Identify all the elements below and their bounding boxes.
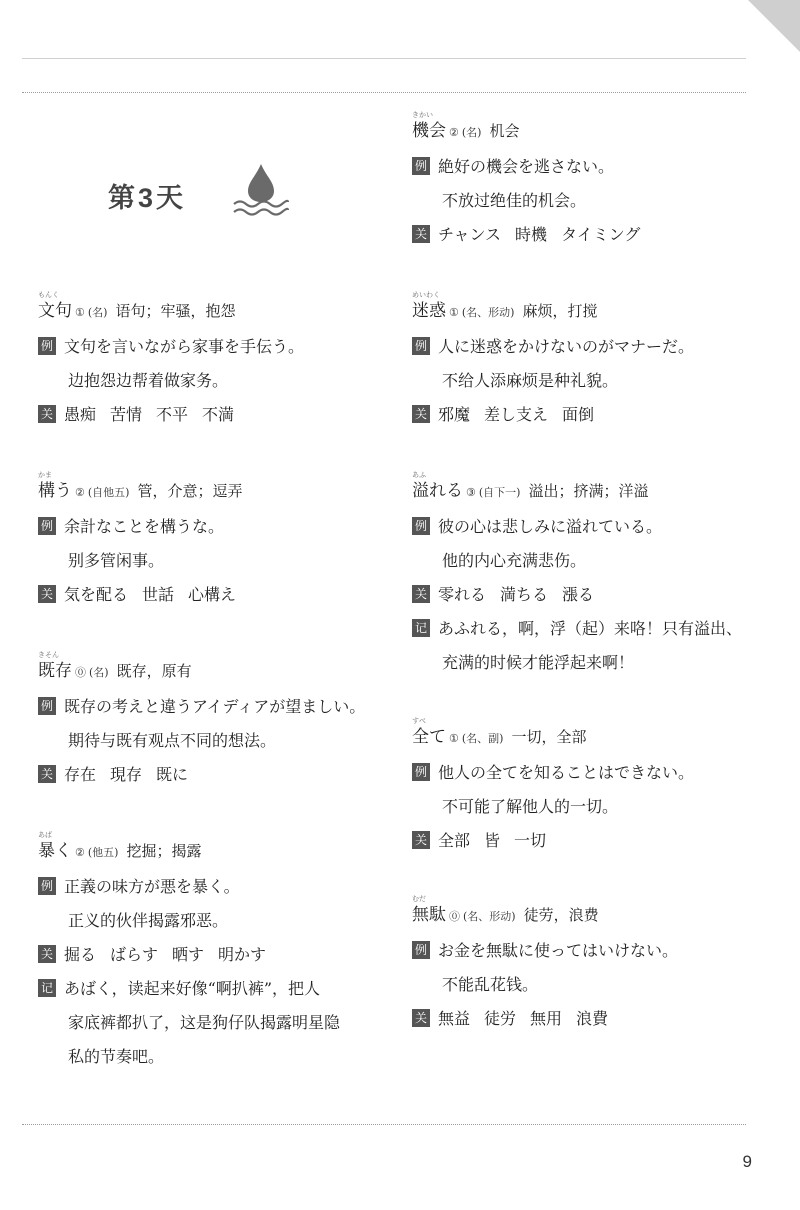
related-word: 徒労	[484, 1009, 517, 1028]
vocab-entry	[412, 895, 679, 1036]
related-word: 世話	[142, 585, 175, 604]
top-dotted-divider	[22, 92, 746, 93]
accent: ②	[75, 486, 85, 499]
example-line	[412, 330, 694, 364]
example-sentence: 既存の考えと違うアイディアが望ましい。	[64, 697, 366, 716]
headword-reading: かま	[38, 471, 52, 479]
translation: 不能乱花钱。	[442, 975, 539, 994]
related-tag: 关	[38, 945, 56, 963]
example-sentence: 正義の味方が悪を暴く。	[64, 877, 240, 896]
translation: 不给人添麻烦是种礼貌。	[442, 371, 619, 390]
example-tag: 例	[412, 157, 430, 175]
headword-reading: めいわく	[412, 291, 440, 299]
related-word: 差し支え	[484, 405, 549, 424]
related-word: 愚痴	[64, 405, 97, 424]
example-tag: 例	[412, 763, 430, 781]
example-tag: 例	[38, 877, 56, 895]
example-sentence: 余計なことを構うな。	[64, 517, 225, 536]
example-line	[38, 870, 340, 904]
example-line	[38, 690, 365, 724]
example-sentence: お金を無駄に使ってはいけない。	[438, 941, 679, 960]
related-line	[38, 758, 365, 792]
part-of-speech: (名)	[87, 306, 108, 319]
meaning: 挖掘；揭露	[126, 842, 202, 860]
related-line	[412, 824, 694, 858]
related-word: 全部	[438, 831, 471, 850]
part-of-speech: (名)	[89, 666, 109, 679]
translation: 不放过绝佳的机会。	[442, 191, 587, 210]
note-line	[38, 972, 340, 1006]
note-tag: 记	[38, 979, 56, 997]
example-tag: 例	[38, 697, 56, 715]
related-tag: 关	[412, 1009, 430, 1027]
note-text: 家底裤都扒了，这是狗仔队揭露明星隐	[68, 1013, 341, 1032]
entry-headword-line	[38, 471, 243, 510]
related-word: 不満	[202, 405, 235, 424]
meaning: 机会	[489, 122, 520, 140]
related-word: チャンス	[438, 225, 502, 244]
related-word: 苦情	[110, 405, 143, 424]
part-of-speech: (他五)	[87, 846, 119, 859]
translation: 正义的伙伴揭露邪恶。	[68, 911, 229, 930]
related-word: 心構え	[188, 585, 237, 604]
related-tag: 关	[412, 225, 430, 243]
vocab-entry	[412, 291, 695, 432]
example-line	[412, 934, 678, 968]
vocab-entry	[412, 471, 743, 680]
example-line	[412, 510, 742, 544]
related-line	[412, 578, 742, 612]
water-drop-icon	[228, 160, 294, 222]
accent: ①	[75, 306, 85, 319]
headword: 無駄	[412, 905, 446, 925]
headword-reading: むだ	[412, 895, 426, 903]
part-of-speech: (名、副)	[461, 732, 504, 745]
entry-headword-line	[412, 291, 694, 330]
related-word: 浪費	[576, 1009, 609, 1028]
example-tag: 例	[412, 517, 430, 535]
accent: ②	[449, 126, 459, 139]
bottom-dotted-divider	[22, 1124, 746, 1125]
entry-headword-line	[38, 651, 365, 690]
related-word: 明かす	[218, 945, 267, 964]
translation: 边抱怨边帮着做家务。	[68, 371, 229, 390]
meaning: 语句；牢骚，抱怨	[115, 302, 236, 320]
translation: 别多管闲事。	[68, 551, 165, 570]
headword-reading: もんく	[38, 291, 59, 299]
meaning: 一切，全部	[511, 728, 587, 746]
related-word: 零れる	[438, 585, 487, 604]
note-text: あふれる，啊，浮（起）来咯！只有溢出、	[438, 619, 743, 638]
example-sentence: 他人の全てを知ることはできない。	[438, 763, 695, 782]
entry-headword-line	[412, 471, 742, 510]
headword: 機会	[412, 121, 446, 141]
related-word: 面倒	[562, 405, 595, 424]
example-line	[412, 150, 640, 184]
top-rule	[22, 58, 746, 59]
vocab-entry	[38, 651, 366, 792]
example-line	[38, 330, 304, 364]
headword: 迷惑	[412, 301, 446, 321]
related-word: 無益	[438, 1009, 471, 1028]
headword-reading: きかい	[412, 111, 433, 119]
related-tag: 关	[38, 765, 56, 783]
headword: 暴く	[38, 841, 72, 861]
related-word: 既に	[156, 765, 189, 784]
related-line	[38, 398, 304, 432]
part-of-speech: (自他五)	[87, 486, 130, 499]
related-word: 現存	[110, 765, 143, 784]
entry-headword-line	[412, 717, 694, 756]
related-word: 皆	[484, 831, 501, 850]
headword: 文句	[38, 301, 72, 321]
headword: 全て	[412, 727, 446, 747]
part-of-speech: (名)	[461, 126, 482, 139]
meaning: 溢出；挤满；洋溢	[528, 482, 649, 500]
accent: ③	[466, 486, 476, 499]
vocab-entry	[38, 471, 243, 612]
accent: ⓪	[449, 910, 460, 923]
day-title: 第3天	[108, 183, 187, 213]
related-word: 邪魔	[438, 405, 471, 424]
translation: 不可能了解他人的一切。	[442, 797, 619, 816]
example-line	[38, 510, 242, 544]
entry-headword-line	[412, 111, 640, 150]
accent: ①	[449, 732, 459, 745]
note-line	[412, 612, 742, 646]
example-tag: 例	[38, 517, 56, 535]
part-of-speech: (名、形动)	[463, 910, 516, 923]
meaning: 管，介意；逗弄	[137, 482, 243, 500]
note-tag: 记	[412, 619, 430, 637]
related-word: 掘る	[64, 945, 97, 964]
related-line	[38, 938, 340, 972]
related-word: 時機	[515, 225, 548, 244]
entry-headword-line	[412, 895, 678, 934]
vocab-entry	[38, 831, 341, 1074]
related-line	[412, 1002, 678, 1036]
example-sentence: 文句を言いながら家事を手伝う。	[64, 337, 305, 356]
part-of-speech: (自下一)	[478, 486, 521, 499]
example-sentence: 人に迷惑をかけないのがマナーだ。	[438, 337, 695, 356]
note-text: 充满的时候才能浮起来啊！	[442, 653, 635, 672]
page-corner-fold	[748, 0, 800, 52]
example-tag: 例	[38, 337, 56, 355]
headword: 既存	[38, 661, 72, 681]
entry-headword-line	[38, 291, 304, 330]
vocab-entry	[412, 717, 695, 858]
related-tag: 关	[38, 405, 56, 423]
accent: ①	[449, 306, 459, 319]
related-word: 一切	[514, 831, 547, 850]
example-sentence: 彼の心は悲しみに溢れている。	[438, 517, 663, 536]
example-tag: 例	[412, 337, 430, 355]
related-word: ばらす	[110, 945, 159, 964]
related-word: 晒す	[172, 945, 205, 964]
related-tag: 关	[412, 831, 430, 849]
example-line	[412, 756, 694, 790]
accent: ⓪	[75, 666, 86, 679]
related-word: 不平	[156, 405, 189, 424]
example-tag: 例	[412, 941, 430, 959]
entry-headword-line	[38, 831, 340, 870]
headword-reading: あふ	[412, 471, 426, 479]
related-word: 存在	[64, 765, 97, 784]
headword-reading: すべ	[412, 717, 426, 725]
related-word: 漲る	[562, 585, 595, 604]
headword: 構う	[38, 481, 72, 501]
note-text: 私的节奏吧。	[68, 1047, 165, 1066]
related-line	[38, 578, 242, 612]
related-tag: 关	[412, 585, 430, 603]
headword-reading: きそん	[38, 651, 59, 659]
translation: 他的内心充满悲伤。	[442, 551, 587, 570]
accent: ②	[75, 846, 85, 859]
related-tag: 关	[412, 405, 430, 423]
related-word: 無用	[530, 1009, 563, 1028]
translation: 期待与既有观点不同的想法。	[68, 731, 277, 750]
related-line	[412, 398, 694, 432]
related-word: 気を配る	[64, 585, 129, 604]
related-word: 満ちる	[500, 585, 549, 604]
part-of-speech: (名、形动)	[461, 306, 515, 319]
note-text: あばく，读起来好像“啊扒裤”，把人	[64, 979, 321, 998]
meaning: 徒劳，浪费	[523, 906, 599, 924]
related-tag: 关	[38, 585, 56, 603]
headword-reading: あば	[38, 831, 52, 839]
meaning: 麻烦，打搅	[522, 302, 598, 320]
related-word: タイミング	[561, 225, 641, 244]
meaning: 既存，原有	[116, 662, 192, 680]
vocab-entry	[412, 111, 641, 252]
related-line	[412, 218, 640, 252]
vocab-entry	[38, 291, 305, 432]
example-sentence: 絶好の機会を逃さない。	[438, 157, 615, 176]
headword: 溢れる	[412, 481, 463, 501]
page-number: 9	[742, 1152, 752, 1171]
